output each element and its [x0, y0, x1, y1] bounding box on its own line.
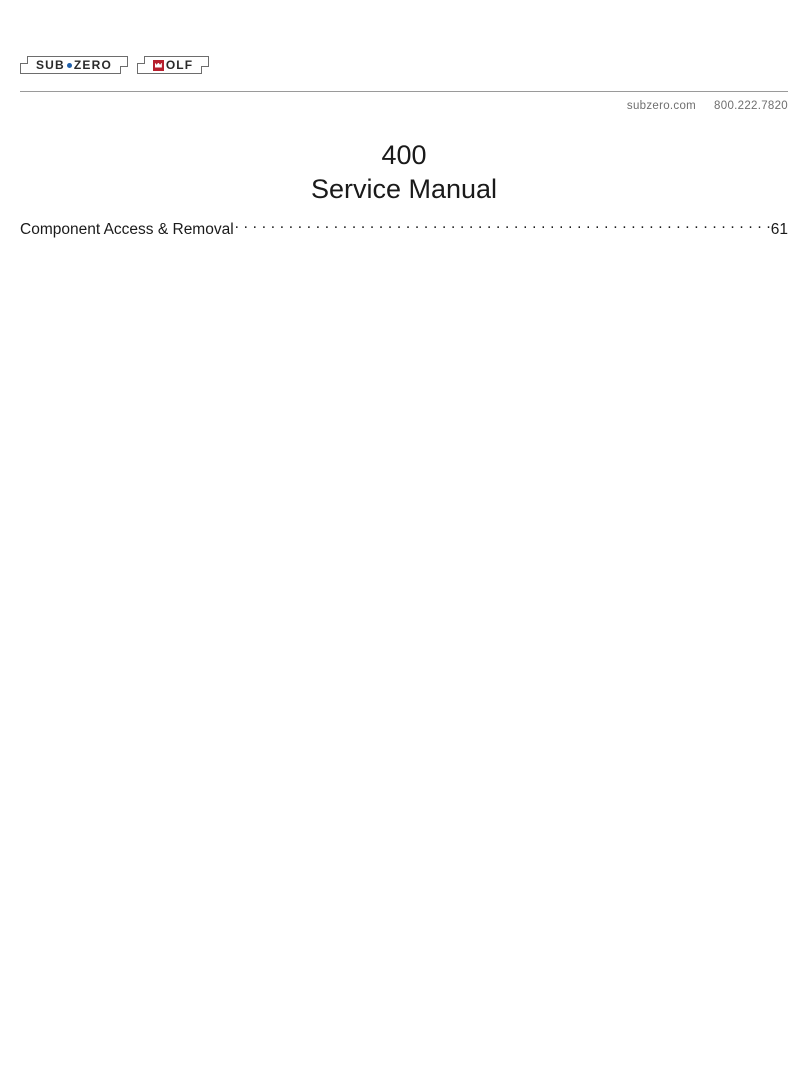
toc-entry-label: Component Access & Removal — [20, 220, 234, 238]
sub-zero-logo — [20, 56, 128, 74]
page-header — [20, 0, 788, 74]
contact-info — [20, 100, 788, 112]
sub-zero-text-zero: ZERO — [73, 58, 113, 72]
header-divider — [20, 91, 788, 92]
title-model: 400 — [381, 140, 427, 170]
sub-zero-text-sub: SUB — [35, 58, 65, 72]
list-item[interactable] — [20, 218, 788, 240]
sub-zero-dot-icon — [67, 63, 72, 68]
toc-leader-dots — [235, 218, 770, 234]
wolf-wordmark — [153, 58, 193, 72]
wolf-text: OLF — [165, 58, 194, 72]
wolf-w-icon — [153, 60, 164, 71]
page-title — [20, 138, 788, 206]
table-of-contents — [20, 218, 788, 240]
sub-zero-wordmark — [36, 58, 112, 72]
wolf-logo — [137, 56, 209, 74]
website-link[interactable]: subzero.com — [626, 100, 697, 112]
toc-entry-page: 61 — [770, 220, 788, 238]
phone-number: 800.222.7820 — [714, 100, 788, 112]
brand-logos — [20, 56, 209, 74]
title-document: Service Manual — [310, 174, 498, 204]
